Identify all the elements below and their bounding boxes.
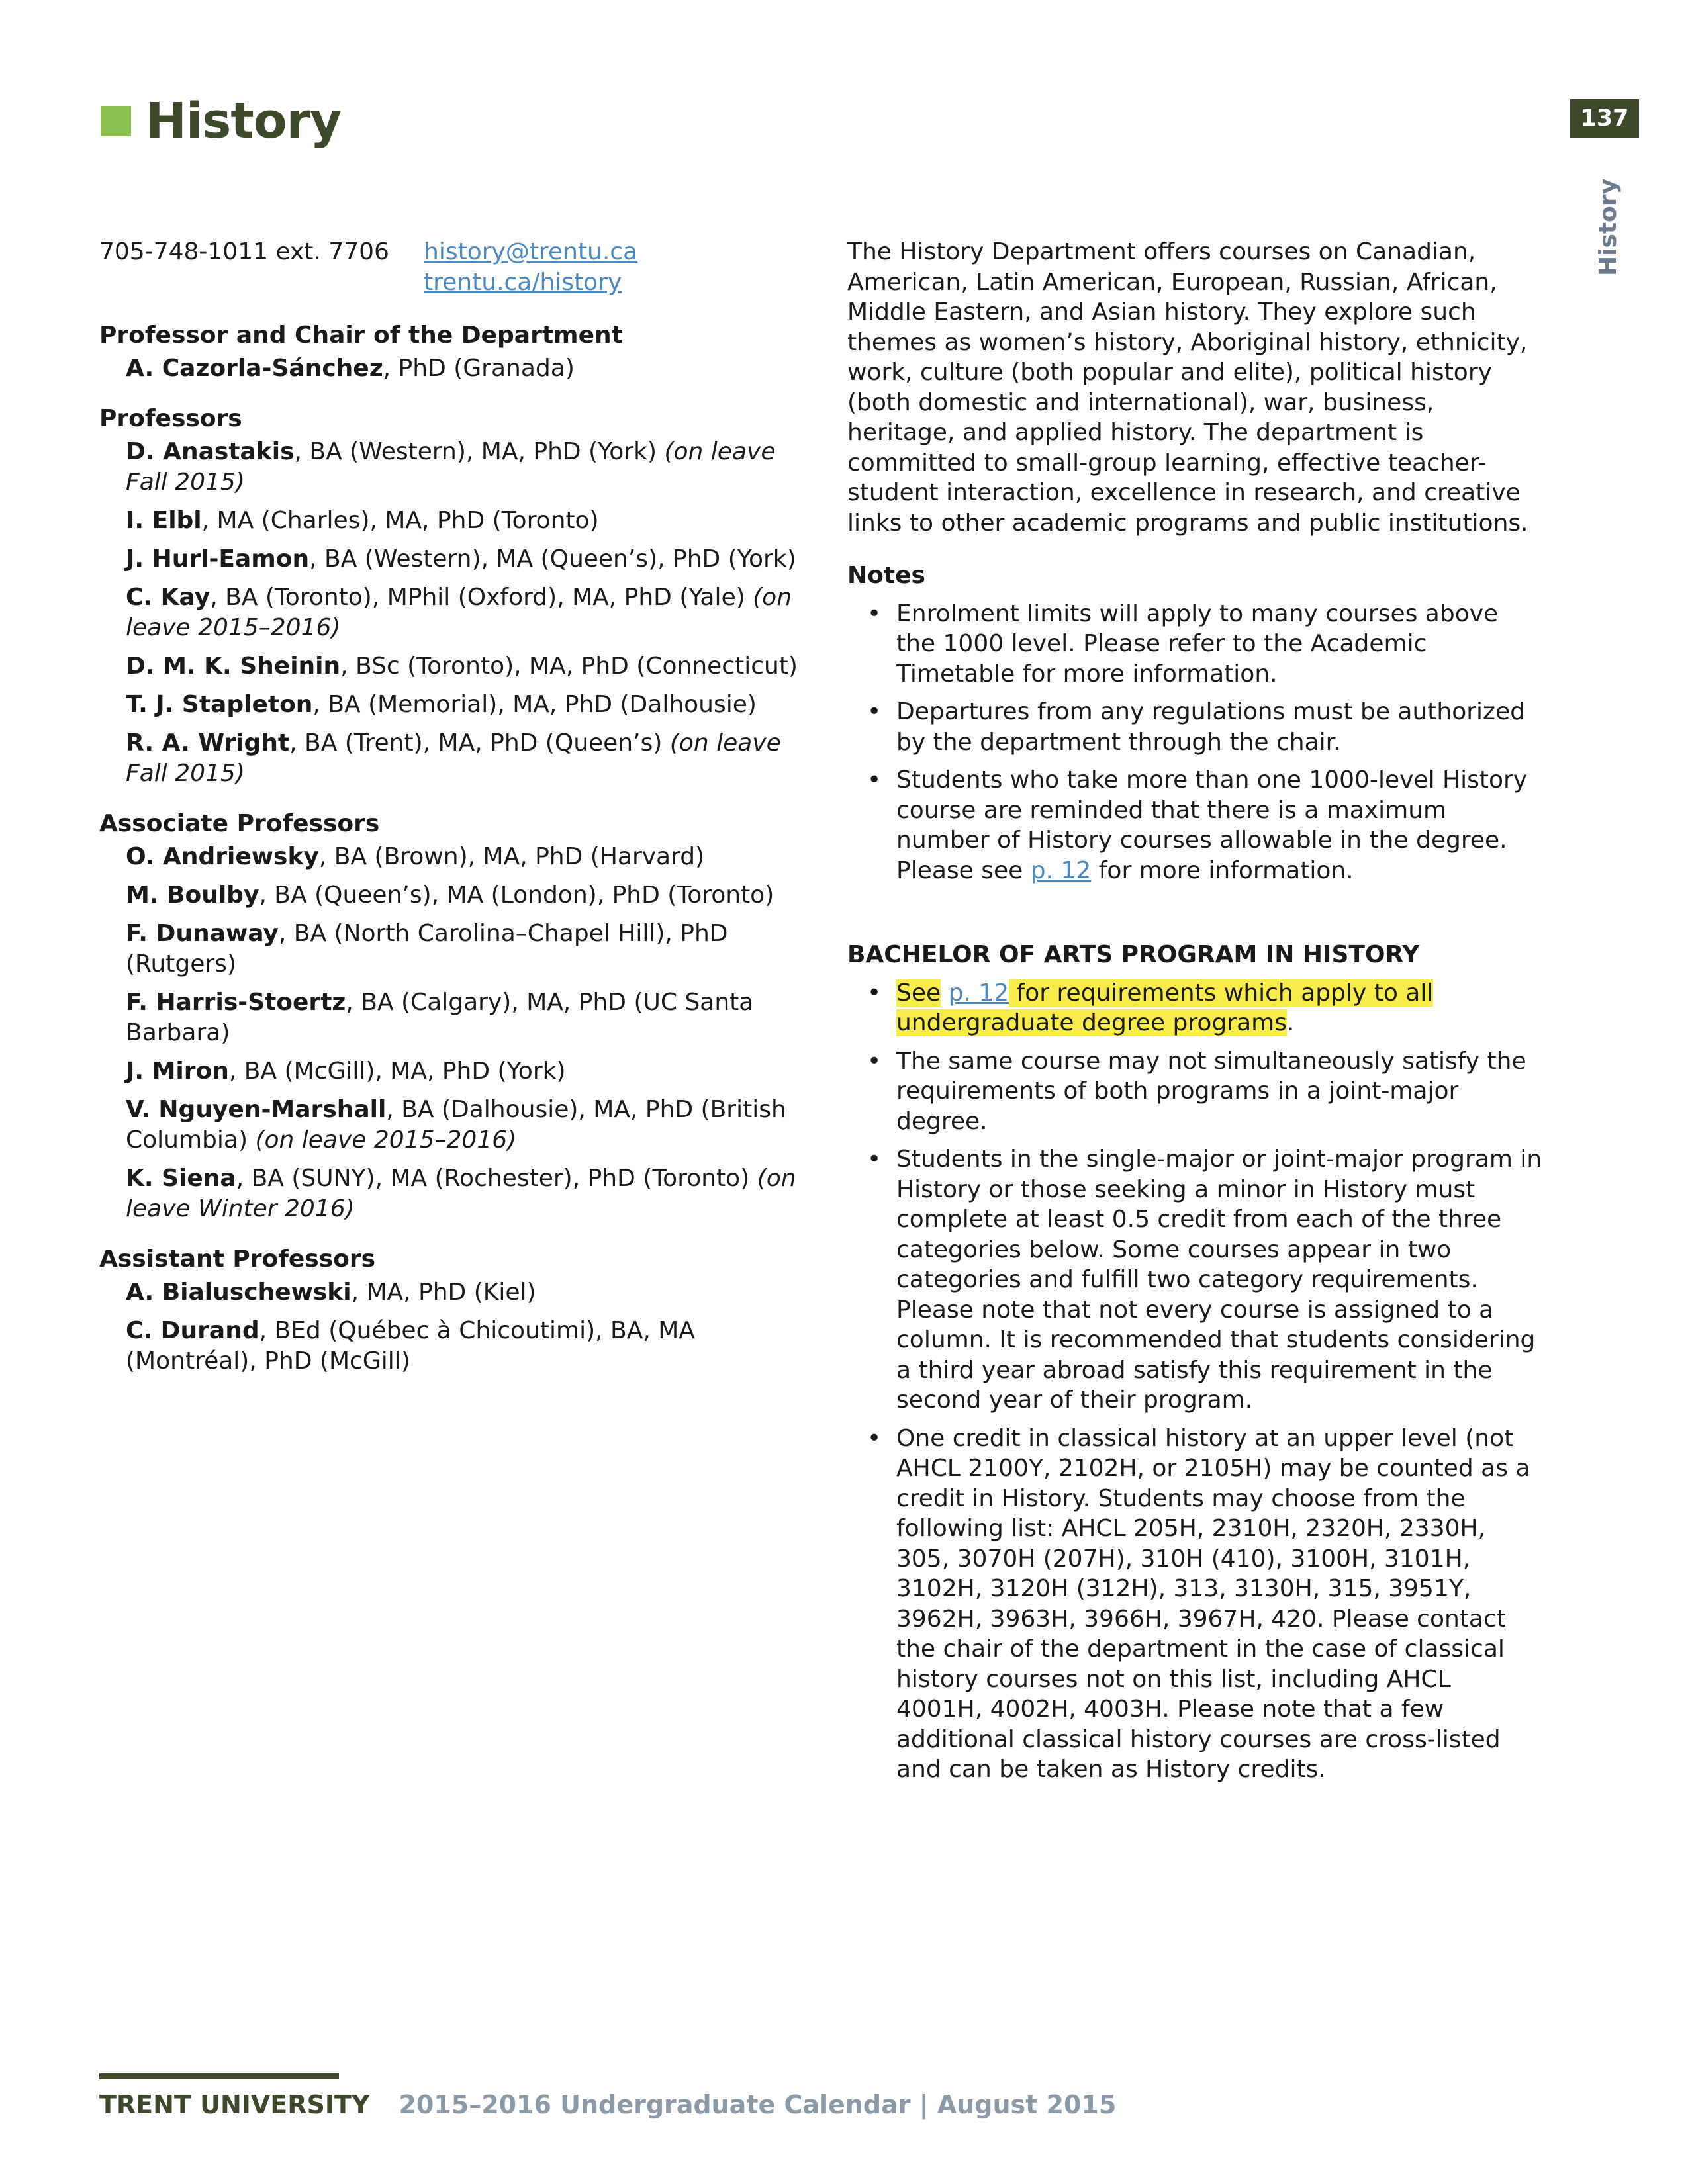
contact-phone: 705-748-1011 ext. 7706 [99, 238, 389, 265]
footer-calendar: 2015–2016 Undergraduate Calendar | August 2015 [399, 2090, 1117, 2119]
ba-requirements-list [847, 978, 1542, 1785]
faculty-entry: D. M. K. Sheinin, BSc (Toronto), MA, PhD (Connecticut) [126, 653, 798, 680]
page-footer [99, 2090, 1116, 2119]
list-item: • Students who take more than one 1000-level History course are reminded that there is a maximum number of History courses allowable in the degree. Please see p. 12 for more information. [847, 765, 1542, 886]
assistant-professors-heading: Assistant Professors [99, 1246, 376, 1273]
right-column [847, 237, 1542, 1785]
professors-heading: Professors [99, 405, 242, 432]
list-item: • Departures from any regulations must be authorized by the department through the chair. [847, 697, 1542, 757]
faculty-entry: C. Durand, BEd (Québec à Chicoutimi), BA, MA (Montréal), PhD (McGill) [126, 1317, 695, 1375]
list-item: • See p. 12 for requirements which apply to all undergraduate degree programs. [847, 978, 1542, 1038]
faculty-entry: T. J. Stapleton, BA (Memorial), MA, PhD (Dalhousie) [126, 691, 757, 718]
list-item: • Enrolment limits will apply to many courses above the 1000 level. Please refer to the Academic Timetable for more information. [847, 599, 1542, 690]
notes-heading: Notes [847, 562, 925, 589]
page-title [101, 93, 341, 150]
faculty-entry: C. Kay, BA (Toronto), MPhil (Oxford), MA, PhD (Yale) (on leave 2015–2016) [126, 584, 792, 641]
contact-links [424, 237, 637, 298]
page-12-link[interactable]: p. 12 [1030, 856, 1092, 884]
faculty-entry: O. Andriewsky, BA (Brown), MA, PhD (Harvard) [126, 843, 705, 870]
list-item: • Students in the single-major or joint-major program in History or those seeking a minor in History must complete at least 0.5 credit from each of the three categories below. Some courses appear in two categories and fulfill two category requirements. Please note that not every course is assigned to a column. It is recommended that students considering a third year abroad satisfy this requirement in the second year of their program. [847, 1144, 1542, 1416]
title-square-icon [101, 106, 131, 136]
page-title-text: History [146, 93, 342, 150]
footer-university: TRENT UNIVERSITY [99, 2090, 370, 2119]
list-item: • One credit in classical history at an upper level (not AHCL 2100Y, 2102H, or 2105H) may be counted as a credit in History. Students may choose from the following list: AHCL 205H, 2310H, 2320H, 2330H, 305, 3070H (207H), 310H (410), 3100H, 3101H, 3102H, 3120H (312H), 313, 3130H, 315, 3951Y, 3962H, 3963H, 3966H, 3967H, 420. Please contact the chair of the department in the case of classical history courses not on this list, including AHCL 4001H, 4002H, 4003H. Please note that a few additional classical history courses are cross-listed and can be taken as History credits. [847, 1424, 1542, 1785]
faculty-entry: V. Nguyen-Marshall, BA (Dalhousie), MA, PhD (British Columbia) (on leave 2015–2016) [126, 1096, 786, 1154]
footer-rule [99, 2073, 339, 2079]
faculty-entry: M. Boulby, BA (Queen’s), MA (London), PhD (Toronto) [126, 882, 774, 909]
page-12-link[interactable]: p. 12 [948, 979, 1009, 1007]
side-section-tab: History [1595, 178, 1622, 276]
faculty-entry: R. A. Wright, BA (Trent), MA, PhD (Queen’s) (on leave Fall 2015) [126, 729, 781, 787]
page-number-badge: 137 [1570, 99, 1639, 138]
ba-program-heading: BACHELOR OF ARTS PROGRAM IN HISTORY [847, 941, 1420, 968]
faculty-entry: A. Bialuschewski, MA, PhD (Kiel) [126, 1279, 536, 1306]
contact-block [99, 237, 801, 298]
email-link[interactable]: history@trentu.ca [424, 238, 638, 265]
list-item: • The same course may not simultaneously satisfy the requirements of both programs in a joint-major degree. [847, 1046, 1542, 1137]
department-intro: The History Department offers courses on Canadian, American, Latin American, European, Russian, African, Middle Eastern, and Asian history. They explore such themes as women’s history, Aboriginal history, ethnicity, work, culture (both popular and elite), political history (both domestic and international), war, business, heritage, and applied history. The department is committed to small-group learning, effective teacher-student interaction, excellence in research, and creative links to other academic programs and public institutions. [847, 238, 1528, 537]
faculty-entry: F. Harris-Stoertz, BA (Calgary), MA, PhD (UC Santa Barbara) [126, 989, 754, 1046]
faculty-entry: K. Siena, BA (SUNY), MA (Rochester), PhD (Toronto) (on leave Winter 2016) [126, 1165, 796, 1222]
faculty-entry: J. Miron, BA (McGill), MA, PhD (York) [126, 1058, 566, 1085]
notes-list [847, 599, 1542, 886]
highlighted-text: for requirements which apply to all undergraduate degree programs [896, 979, 1434, 1036]
faculty-entry: J. Hurl-Eamon, BA (Western), MA (Queen’s), PhD (York) [126, 545, 796, 572]
faculty-entry: I. Elbl, MA (Charles), MA, PhD (Toronto) [126, 507, 599, 534]
chair-heading: Professor and Chair of the Department [99, 322, 623, 349]
website-link[interactable]: trentu.ca/history [424, 269, 622, 296]
left-column [99, 237, 801, 1377]
faculty-entry: F. Dunaway, BA (North Carolina–Chapel Hill), PhD (Rutgers) [126, 920, 728, 978]
faculty-entry: A. Cazorla-Sánchez, PhD (Granada) [126, 355, 575, 382]
associate-professors-heading: Associate Professors [99, 810, 380, 837]
faculty-entry: D. Anastakis, BA (Western), MA, PhD (York) (on leave Fall 2015) [126, 438, 776, 496]
